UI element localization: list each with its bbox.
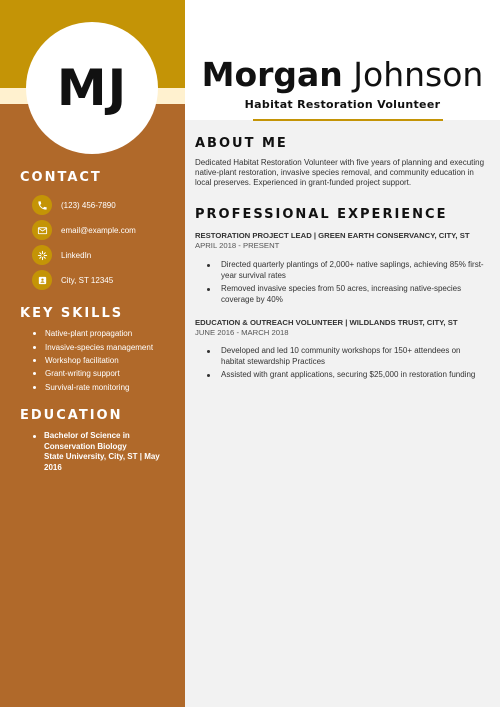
first-name: Morgan — [201, 55, 343, 94]
subtitle-divider — [253, 119, 443, 121]
bullet — [33, 332, 36, 335]
job-dates: JUNE 2016 - MARCH 2018 — [195, 328, 289, 337]
job-bullet — [195, 260, 485, 281]
job-bullet-text: Removed invasive species from 50 acres, increasing native-species coverage by 40% — [221, 284, 462, 304]
full-name — [185, 55, 500, 94]
linkedin-icon — [32, 245, 52, 265]
skill-text: Grant-writing support — [45, 369, 120, 379]
skill-text: Native-plant propagation — [45, 329, 133, 339]
job-bullet-text: Directed quarterly plantings of 2,000+ native saplings, achieving 85% first-year survival rates — [221, 260, 484, 280]
contact-linkedin[interactable] — [32, 245, 91, 265]
job-bullet-list — [195, 260, 485, 308]
bullet — [207, 264, 210, 267]
avatar — [26, 22, 158, 154]
contact-location — [32, 270, 113, 290]
skills-heading: KEY SKILLS — [20, 306, 124, 321]
last-name: Johnson — [353, 55, 484, 94]
initials: MJ — [56, 59, 128, 117]
job-title: RESTORATION PROJECT LEAD | GREEN EARTH CONSERVANCY, CITY, ST — [195, 231, 470, 240]
contact-email-text[interactable]: email@example.com — [61, 225, 136, 235]
bullet — [207, 374, 210, 377]
experience-heading: PROFESSIONAL EXPERIENCE — [195, 207, 448, 222]
job-bullet — [195, 346, 485, 367]
skill-item — [20, 381, 153, 394]
bullet — [207, 350, 210, 353]
contact-phone-text: (123) 456-7890 — [61, 200, 116, 210]
contact-phone — [32, 195, 116, 215]
contact-linkedin-text[interactable]: LinkedIn — [61, 250, 92, 260]
skill-item — [20, 367, 153, 380]
job-subtitle: Habitat Restoration Volunteer — [244, 98, 441, 111]
education-degree: Bachelor of Science in Conservation Biology — [44, 431, 130, 451]
skill-text: Invasive-species management — [45, 342, 154, 352]
education-entry — [33, 431, 173, 473]
job-bullet-text: Assisted with grant applications, securing $25,000 in restoration funding — [221, 370, 476, 379]
job-bullet — [195, 370, 485, 381]
email-icon — [32, 220, 52, 240]
contact-location-text: City, ST 12345 — [61, 275, 114, 285]
skill-text: Survival-rate monitoring — [45, 382, 130, 392]
job-dates: APRIL 2018 - PRESENT — [195, 241, 280, 250]
skills-list — [20, 327, 153, 394]
skill-item — [20, 340, 153, 353]
location-icon — [32, 270, 52, 290]
job-bullet-list — [195, 346, 485, 384]
education-heading: EDUCATION — [20, 408, 123, 423]
about-heading: ABOUT ME — [195, 136, 288, 151]
bullet — [33, 359, 36, 362]
bullet — [33, 372, 36, 375]
skill-item — [20, 354, 153, 367]
contact-email[interactable] — [32, 220, 136, 240]
education-school: State University, City, ST | May 2016 — [44, 452, 160, 472]
job-bullet-text: Developed and led 10 community workshops for 150+ attendees on habitat stewardship Practices — [221, 346, 461, 366]
skill-text: Workshop facilitation — [45, 355, 119, 365]
contact-heading: CONTACT — [20, 170, 102, 185]
about-text: Dedicated Habitat Restoration Volunteer with five years of planning and executing native-plant restoration, invasive species removal, and community education in local preserves. Experienced in grant-funded project support. — [195, 158, 485, 187]
bullet — [33, 435, 36, 438]
job-bullet — [195, 284, 485, 305]
phone-icon — [32, 195, 52, 215]
skill-item — [20, 327, 153, 340]
bullet — [33, 346, 36, 349]
job-title: EDUCATION & OUTREACH VOLUNTEER | WILDLANDS TRUST, CITY, ST — [195, 318, 458, 327]
bullet — [33, 386, 36, 389]
bullet — [207, 288, 210, 291]
